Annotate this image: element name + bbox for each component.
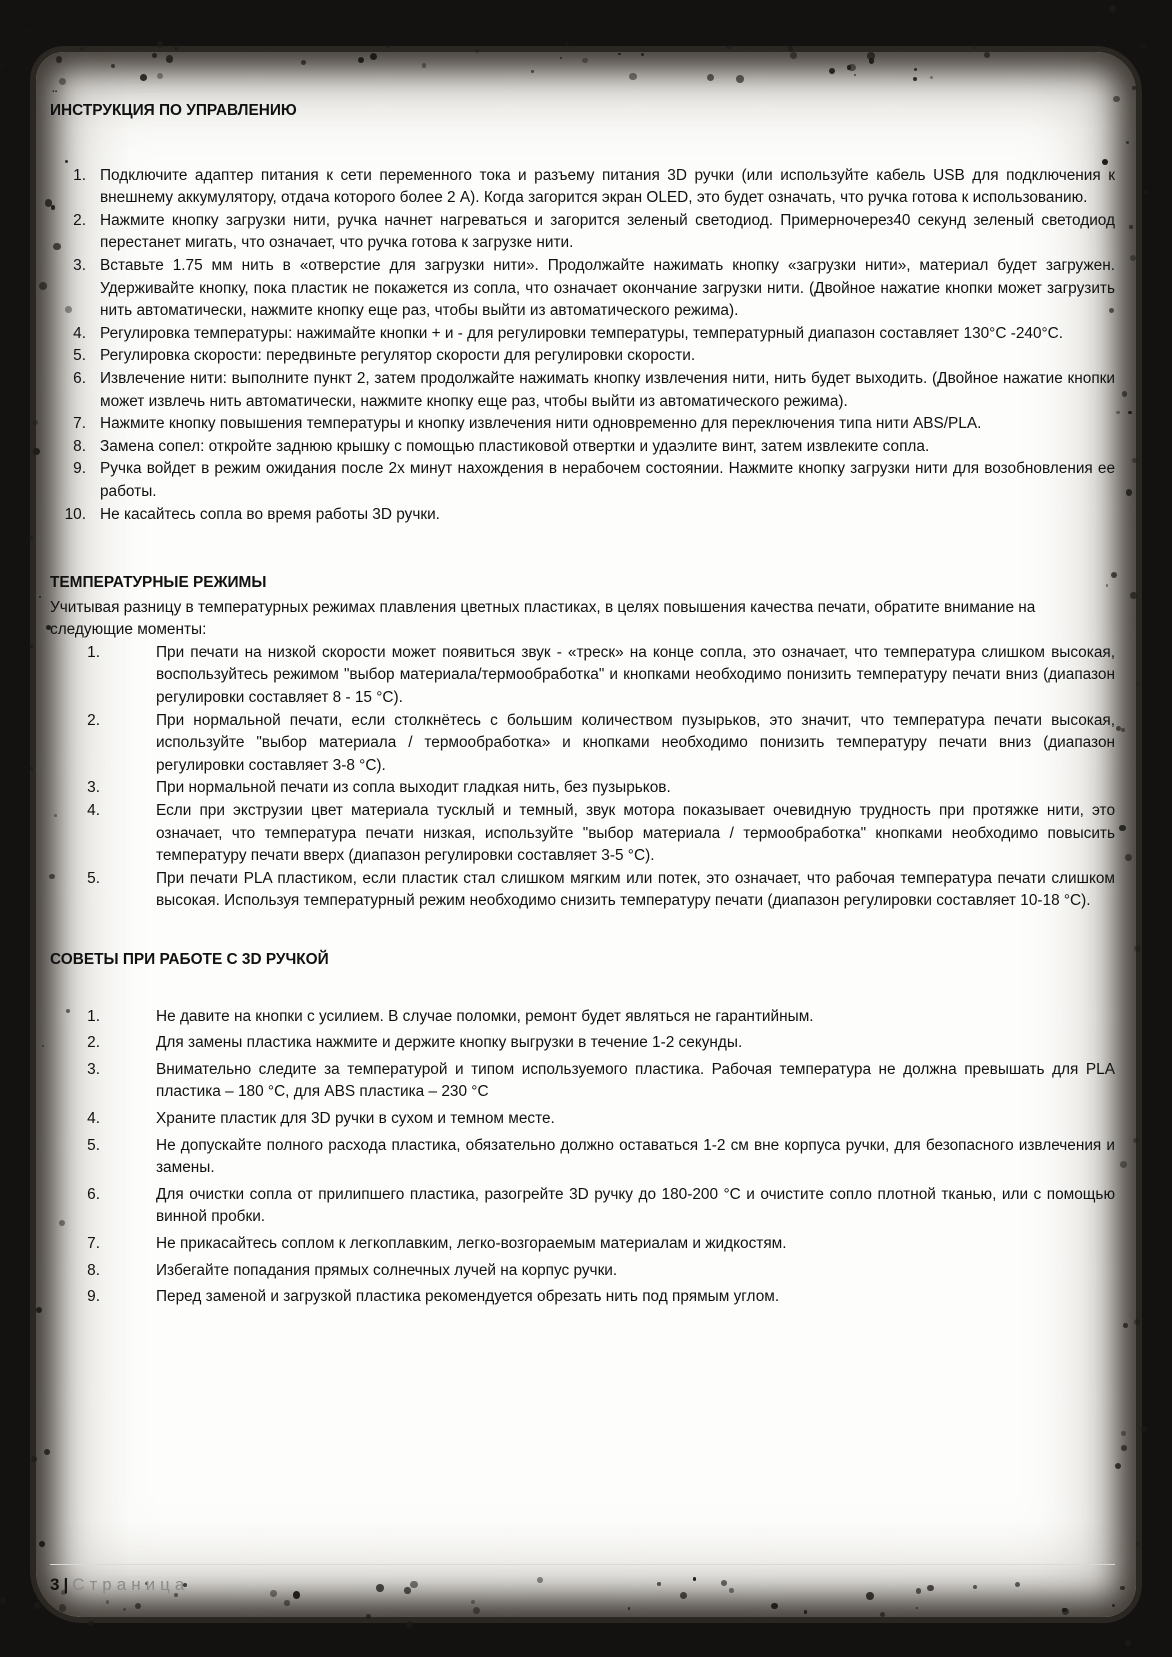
item-text: Ручка войдет в режим ожидания после 2х минут нахождения в нерабочем состоянии. Нажмите кнопку загрузки нити для возобновления ее работы. (100, 460, 1115, 500)
item-text: Перед заменой и загрузкой пластика рекомендуется обрезать нить под прямым углом. (156, 1288, 780, 1306)
grunge-speck (788, 46, 793, 51)
list-item (50, 1260, 1115, 1283)
list-item (50, 323, 1115, 346)
grunge-speck (157, 41, 163, 47)
grunge-speck (1134, 1319, 1140, 1325)
grunge-speck (1115, 1463, 1121, 1469)
grunge-speck (1103, 39, 1106, 42)
grunge-speck (80, 47, 84, 51)
grunge-speck (33, 448, 40, 455)
list-item (50, 1184, 1115, 1229)
list-item (50, 504, 1115, 527)
list-item (50, 800, 1115, 868)
item-number: 5. (73, 347, 86, 365)
item-number: 2. (87, 711, 100, 729)
grunge-speck (140, 74, 147, 81)
item-number: 8. (73, 437, 86, 455)
item-text: Регулировка температуры: нажимайте кнопки + и - для регулировки температуры, температурный диапазон составляет 130°C -240°C. (100, 324, 1064, 342)
grunge-speck (582, 58, 587, 63)
grunge-speck (1140, 43, 1147, 50)
grunge-speck (1136, 683, 1139, 686)
grunge-speck (618, 53, 620, 55)
grunge-speck (29, 645, 32, 648)
list-item (50, 1135, 1115, 1180)
list-item (50, 1032, 1115, 1055)
item-number: 8. (87, 1261, 100, 1279)
grunge-speck (1125, 854, 1132, 861)
list-item (50, 458, 1115, 503)
grunge-speck (174, 47, 178, 51)
list-item (50, 210, 1115, 255)
grunge-speck (1109, 5, 1116, 12)
list-item (50, 868, 1115, 913)
item-text: Для замены пластика нажмите и держите кнопку выгрузки в течение 1-2 секунды. (156, 1034, 743, 1052)
list-item (50, 413, 1115, 436)
grunge-speck (880, 1612, 885, 1617)
grunge-speck (847, 65, 851, 69)
section-title-tips: СОВЕТЫ ПРИ РАБОТЕ С 3D РУЧКОЙ (50, 951, 329, 968)
item-text: Для очистки сопла от прилипшего пластика, разогрейте 3D ручку до 180-200 °C и очистите сопло плотной тканью, или с помощью винной пробки. (156, 1185, 1115, 1226)
grunge-speck (28, 30, 31, 33)
list-item (50, 436, 1115, 459)
grunge-speck (1132, 458, 1138, 464)
grunge-speck (1132, 86, 1136, 90)
grunge-speck (693, 1577, 696, 1580)
grunge-speck (537, 1577, 543, 1583)
grunge-speck (629, 73, 636, 80)
item-text: Внимательно следите за температурой и типом используемого пластика. Рабочая температура не должна превышать для PLA пластика – 180 °C, для ABS пластика – 230 °C (156, 1060, 1115, 1101)
item-number: 4. (87, 1109, 100, 1127)
grunge-speck (721, 1580, 727, 1586)
item-text: Не допускайте полного расхода пластика, обязательно должно оставаться 1-2 см вне корпуса ручки, для безопасного извлечения и замены. (156, 1136, 1115, 1177)
grunge-speck (727, 45, 731, 49)
item-text: Извлечение нити: выполните пункт 2, затем продолжайте нажимать кнопку извлечения нити, нить будет выходить. (Двойное нажатие кнопки может извлечь нить автоматически, нажмите кнопку еще раз, чтобы выйти из автоматического режима). (100, 369, 1115, 410)
grunge-speck (1123, 1323, 1128, 1328)
grunge-speck (1119, 825, 1125, 831)
item-text: При нормальной печати из сопла выходит гладкая нить, без пузырьков. (156, 779, 671, 797)
grunge-speck (1120, 1161, 1127, 1168)
grunge-speck (1121, 1445, 1127, 1451)
item-number: 1. (73, 166, 86, 184)
tips-list (50, 1006, 1115, 1309)
footer-page-label (50, 1575, 189, 1595)
section-intro: Учитывая разницу в температурных режимах плавления цветных пластиках, в целях повышения качества печати, обратите внимание на следующие моменты: (50, 598, 1036, 639)
list-item (50, 345, 1115, 368)
list-item (50, 1108, 1115, 1131)
list-item (50, 1059, 1115, 1104)
grunge-speck (531, 70, 533, 72)
grunge-speck (1134, 945, 1141, 952)
grunge-speck (366, 1614, 371, 1619)
grunge-speck (790, 52, 797, 59)
list-item (50, 1286, 1115, 1309)
item-number: 2. (87, 1034, 100, 1052)
grunge-speck (406, 1621, 413, 1628)
document-body (50, 100, 1115, 1313)
grunge-speck (1125, 1640, 1131, 1646)
item-number: 4. (73, 324, 86, 342)
list-item (50, 1006, 1115, 1029)
temperature-modes-list (50, 642, 1115, 913)
grunge-speck (1, 65, 4, 68)
list-item (50, 1233, 1115, 1256)
list-item (50, 368, 1115, 413)
item-number: 2. (73, 211, 86, 229)
grunge-speck (1136, 1542, 1139, 1545)
footer-word: Страница (72, 1575, 190, 1594)
grunge-speck (829, 68, 835, 74)
grunge-speck (29, 407, 32, 410)
page-number: 3 (50, 1575, 60, 1594)
item-number: 1. (87, 643, 100, 661)
item-number: 3. (87, 779, 100, 797)
list-item (50, 255, 1115, 323)
grunge-speck (1129, 225, 1132, 228)
grunge-speck (404, 1587, 410, 1593)
item-text: Избегайте попадания прямых солнечных лучей на корпус ручки. (156, 1261, 618, 1279)
header-marks: .. (52, 84, 58, 95)
item-number: 3. (87, 1060, 100, 1078)
item-text: Храните пластик для 3D ручки в сухом и темном месте. (156, 1109, 555, 1127)
list-item (50, 777, 1115, 800)
item-number: 5. (87, 869, 100, 887)
item-text: Если при экструзии цвет материала тусклый и темный, звук мотора показывает очевидную трудность при протяжке нити, это означает, что температура печати низкая, используйте "выбор материала / термообработка" кнопками необходимо повысить температуру печати вверх (диапазон регулировки составляет 3-5 °C). (156, 802, 1115, 865)
grunge-speck (1121, 1431, 1126, 1436)
item-number: 6. (87, 1185, 100, 1203)
item-text: Замена сопел: откройте заднюю крышку с помощью пластиковой отвертки и удаэлите винт, затем извлеките сопла. (100, 437, 930, 455)
instructions-list (50, 165, 1115, 527)
grunge-speck (1116, 726, 1121, 731)
item-number: 5. (87, 1136, 100, 1154)
item-number: 7. (87, 1234, 100, 1252)
item-text: Регулировка скорости: передвиньте регулятор скорости для регулировки скорости. (100, 347, 696, 365)
grunge-speck (88, 1621, 93, 1626)
grunge-speck (566, 43, 569, 46)
section-title-instructions: ИНСТРУКЦИЯ ПО УПРАВЛЕНИЮ (50, 102, 297, 119)
grunge-speck (927, 1585, 934, 1592)
item-number: 10. (64, 505, 86, 523)
item-number: 4. (87, 802, 100, 820)
grunge-speck (123, 1608, 126, 1611)
grunge-speck (29, 536, 33, 540)
grunge-speck (284, 1600, 289, 1605)
grunge-speck (59, 1604, 66, 1611)
grunge-speck (869, 58, 874, 63)
item-text: Подключите адаптер питания к сети переменного тока и разъему питания 3D ручки (или используйте кабель USB для подключения к внешнему аккумулятору, отдача которого более 2 А). Когда загорится экран OLED, это будет означать, что ручка готова к использованию. (100, 166, 1115, 207)
grunge-speck (1130, 592, 1136, 598)
grunge-speck (36, 1307, 42, 1313)
item-text: При печати PLA пластиком, если пластик стал слишком мягким или потек, это означает, что рабочая температура печати слишком высокая. Используя температурный режим необходимо снизить температуру печати (диапазон регулировки составляет 10-18 °C). (156, 869, 1115, 910)
section-title-temperature-modes: ТЕМПЕРАТУРНЫЕ РЕЖИМЫ (50, 574, 267, 592)
grunge-speck (0, 1597, 6, 1603)
item-text: Не прикасайтесь соплом к легкоплавким, легко-возгораемым материалам и жидкостям. (156, 1234, 787, 1252)
grunge-speck (111, 64, 115, 68)
item-number: 6. (73, 369, 86, 387)
item-number: 9. (87, 1288, 100, 1306)
grunge-speck (157, 73, 163, 79)
grunge-speck (1112, 1604, 1115, 1607)
grunge-speck (135, 1603, 141, 1609)
list-item (50, 642, 1115, 710)
grunge-speck (1122, 391, 1128, 397)
grunge-speck (916, 1607, 918, 1609)
grunge-speck (1015, 1582, 1020, 1587)
grunge-speck (386, 45, 390, 49)
grunge-speck (973, 47, 975, 49)
grunge-speck (410, 1581, 418, 1589)
grunge-speck (30, 767, 33, 770)
grunge-speck (1133, 1138, 1139, 1144)
grunge-speck (34, 1602, 40, 1608)
grunge-speck (1120, 1586, 1125, 1591)
item-text: При нормальной печати, если столкнётесь с большим количеством пузырьков, это значит, что температура печати высокая, используйте "выбор материала / термообработка» и кнопками необходимо понизить температуру печати вниз (диапазон регулировки составляет 3-8 °C). (156, 711, 1115, 774)
item-number: 1. (87, 1007, 100, 1025)
grunge-speck (1121, 728, 1125, 732)
grunge-speck (376, 1584, 384, 1592)
grunge-speck (293, 1591, 301, 1599)
grunge-speck (39, 596, 41, 598)
item-text: Не давите на кнопки с усилием. В случае поломки, ремонт будет являться не гарантийным. (156, 1007, 814, 1025)
item-text: При печати на низкой скорости может появиться звук - «треск» на конце сопла, это означает, что температура слишком высокая, воспользуйтесь режимом "выбор материала/термообработка" и кнопками необходимо понизить температуру печати вниз (диапазон регулировки составляет 8 - 15 °C). (156, 643, 1115, 707)
item-text: Вставьте 1.75 мм нить в «отверстие для загрузки нити». Продолжайте нажимать кнопку «загрузки нити», материал будет загружен. Удерживайте кнопку, пока пластик не покажется из сопла, что означает окончание загрузки нити. (Двойное нажатие кнопки может загрузить нить автоматически, нажмите кнопку еще раз, чтобы выйти из автоматического режима). (100, 256, 1115, 320)
grunge-speck (56, 56, 62, 62)
item-number: 3. (73, 256, 86, 274)
item-text: Нажмите кнопку повышения температуры и кнопку извлечения нити одновременно для переключения типа нити ABS/PLA. (100, 415, 982, 433)
grunge-speck (1144, 190, 1149, 195)
item-text: Не касайтесь сопла во время работы 3D ручки. (100, 505, 440, 523)
grunge-speck (370, 53, 377, 60)
grunge-speck (657, 1582, 660, 1585)
grunge-speck (736, 75, 744, 83)
grunge-speck (270, 1590, 277, 1597)
list-item (50, 710, 1115, 778)
grunge-speck (166, 55, 174, 63)
grunge-speck (1141, 1426, 1147, 1432)
list-item (50, 165, 1115, 210)
item-number: 7. (73, 415, 86, 433)
item-number: 9. (73, 460, 86, 478)
grunge-speck (31, 1456, 37, 1462)
footer-separator: | (63, 1575, 69, 1594)
item-text: Нажмите кнопку загрузки нити, ручка начнет нагреваться и загорится зеленый светодиод. Примерночерез40 секунд зеленый светодиод перестанет мигать, что означает, что ручка готова к загрузке нити. (100, 211, 1115, 252)
grunge-speck (33, 420, 38, 425)
grunge-speck (866, 1592, 874, 1600)
grunge-speck (1126, 141, 1129, 144)
page-footer (50, 1564, 1115, 1594)
